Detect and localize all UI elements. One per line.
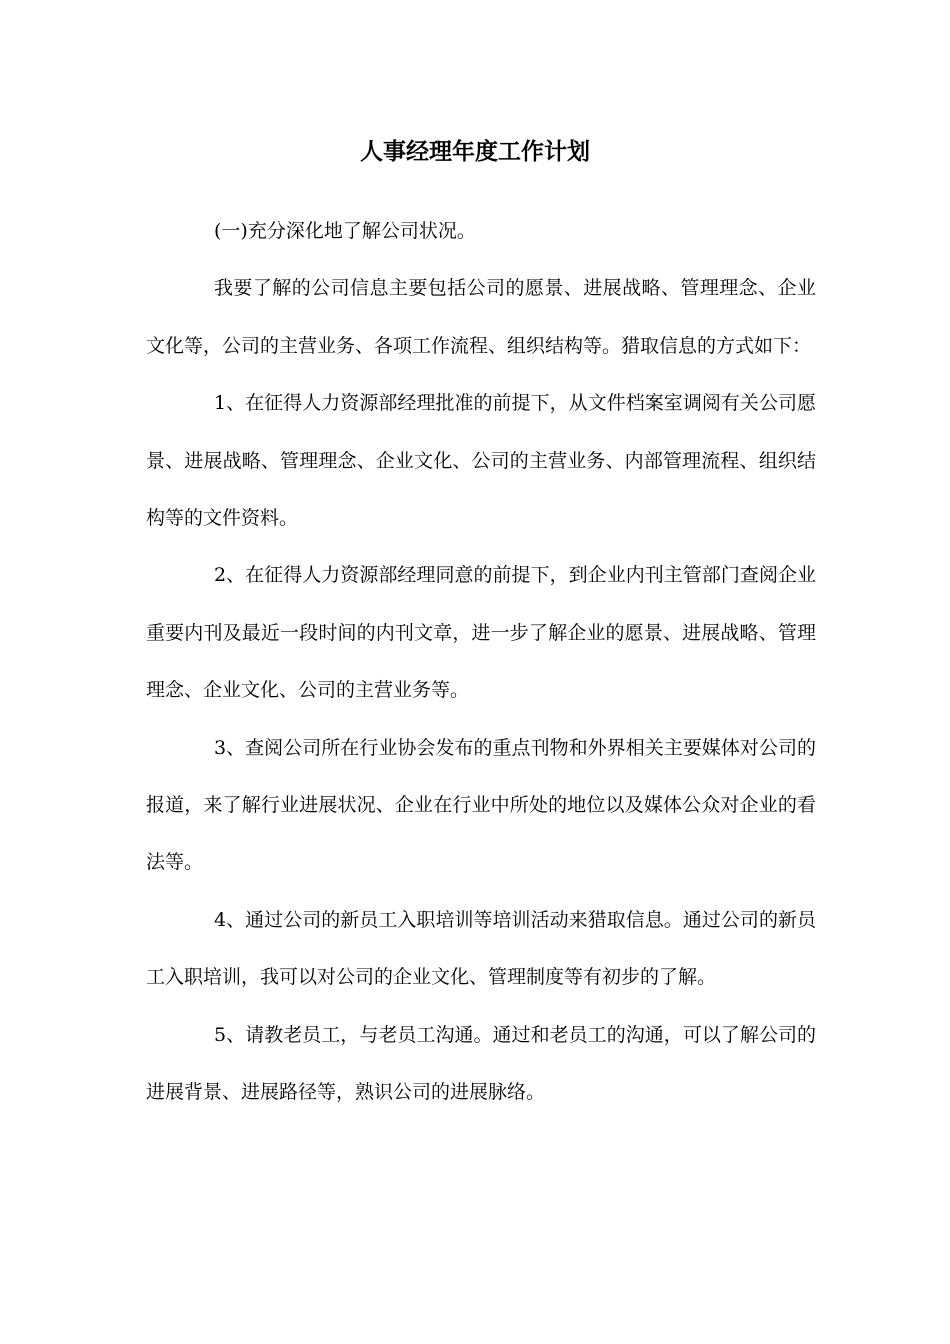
document-title: 人事经理年度工作计划 [360,138,590,165]
paragraph-item-3: 3、查阅公司所在行业协会发布的重点刊物和外界相关主要媒体对公司的报道，来了解行业进展状况、企业在行业中所处的地位以及媒体公众对企业的看法等。 [146,736,816,874]
paragraph-intro: 我要了解的公司信息主要包括公司的愿景、进展战略、管理理念、企业文化等，公司的主营业务、各项工作流程、组织结构等。猎取信息的方式如下： [146,277,816,357]
paragraph-item-5: 5、请教老员工，与老员工沟通。通过和老员工的沟通，可以了解公司的进展背景、进展路径等，熟识公司的进展脉络。 [146,1023,816,1104]
paragraph-item-2: 2、在征得人力资源部经理同意的前提下，到企业内刊主管部门查阅企业重要内刊及最近一段时间的内刊文章，进一步了解企业的愿景、进展战略、管理理念、企业文化、公司的主营业务等。 [146,564,816,702]
paragraph-item-4: 4、通过公司的新员工入职培训等培训活动来猎取信息。通过公司的新员工入职培训，我可以对公司的企业文化、管理制度等有初步的了解。 [146,908,816,989]
paragraph-section-heading: (一)充分深化地了解公司状况。 [214,220,476,242]
document-body [146,203,816,1122]
paragraph-item-1: 1、在征得人力资源部经理批准的前提下，从文件档案室调阅有关公司愿景、进展战略、管理理念、企业文化、公司的主营业务、内部管理流程、组织结构等的文件资料。 [146,392,816,530]
